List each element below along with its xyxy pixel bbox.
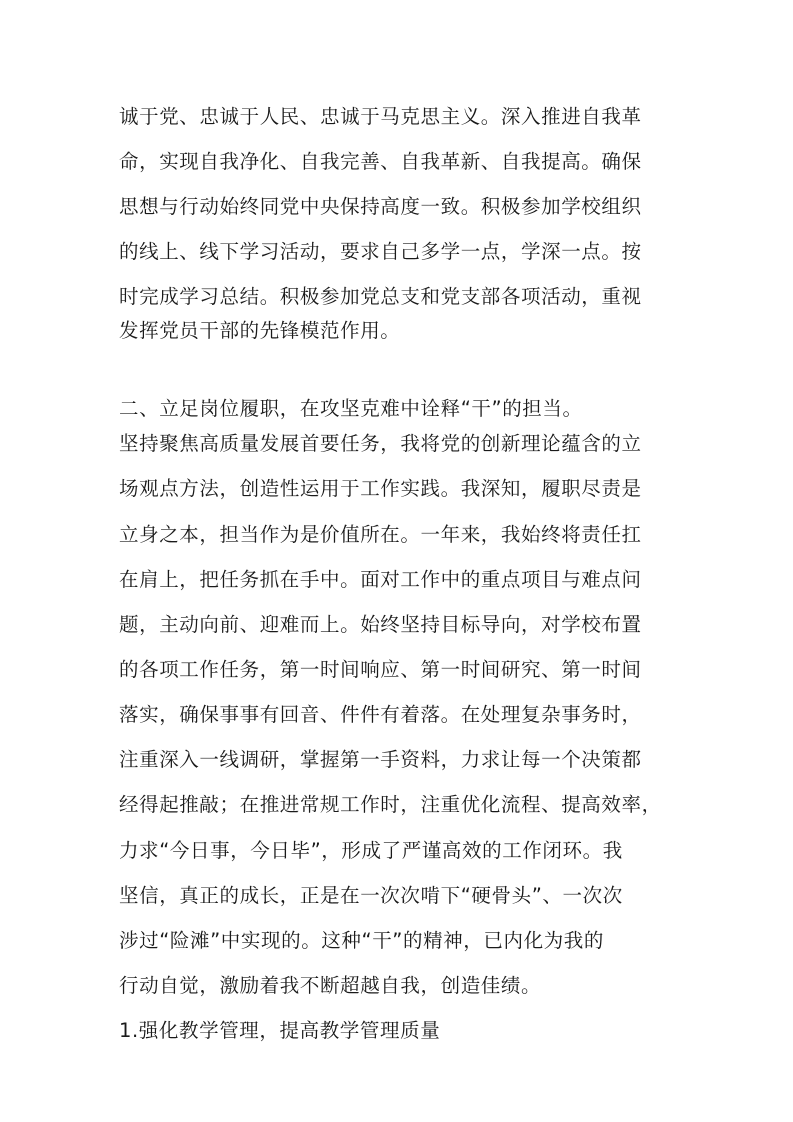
paragraph-line: 坚信，真正的成长，正是在一次次啃下“硬骨头”、一次次 xyxy=(119,884,623,907)
paragraph-line: 的线上、线下学习活动，要求自己多学一点，学深一点。按 xyxy=(119,240,642,263)
paragraph-line: 题，主动向前、迎难而上。始终坚持目标导向，对学校布置 xyxy=(119,613,642,636)
paragraph-line: 注重深入一线调研，掌握第一手资料，力求让每一个决策都 xyxy=(119,748,642,771)
paragraph-line: 行动自觉，激励着我不断超越自我，创造佳绩。 xyxy=(119,974,542,997)
paragraph-line: 经得起推敲；在推进常规工作时，注重优化流程、提高效率， xyxy=(119,793,662,816)
paragraph-line: 立身之本，担当作为是价值所在。一年来，我始终将责任扛 xyxy=(119,523,642,546)
paragraph-line: 发挥党员干部的先锋模范作用。 xyxy=(119,319,401,342)
section-heading: 二、立足岗位履职，在攻坚克难中诠释“干”的担当。 xyxy=(119,397,583,420)
paragraph-line: 坚持聚焦高质量发展首要任务，我将党的创新理论蕴含的立 xyxy=(119,432,642,455)
paragraph-line: 诚于党、忠诚于人民、忠诚于马克思主义。深入推进自我革 xyxy=(119,105,642,128)
paragraph-line: 命，实现自我净化、自我完善、自我革新、自我提高。确保 xyxy=(119,150,642,173)
paragraph-line: 涉过“险滩”中实现的。这种“干”的精神，已内化为我的 xyxy=(119,929,605,952)
paragraph-line: 落实，确保事事有回音、件件有着落。在处理复杂事务时， xyxy=(119,703,642,726)
paragraph-line: 场观点方法，创造性运用于工作实践。我深知，履职尽责是 xyxy=(119,477,642,500)
paragraph-line: 思想与行动始终同党中央保持高度一致。积极参加学校组织 xyxy=(119,195,642,218)
subsection-heading: 1.强化教学管理，提高教学管理质量 xyxy=(119,1019,441,1042)
paragraph-line: 时完成学习总结。积极参加党总支和党支部各项活动，重视 xyxy=(119,285,642,308)
paragraph-line: 力求“今日事，今日毕”，形成了严谨高效的工作闭环。我 xyxy=(119,839,623,862)
paragraph-line: 的各项工作任务，第一时间响应、第一时间研究、第一时间 xyxy=(119,658,642,681)
paragraph-line: 在肩上，把任务抓在手中。面对工作中的重点项目与难点问 xyxy=(119,568,642,591)
